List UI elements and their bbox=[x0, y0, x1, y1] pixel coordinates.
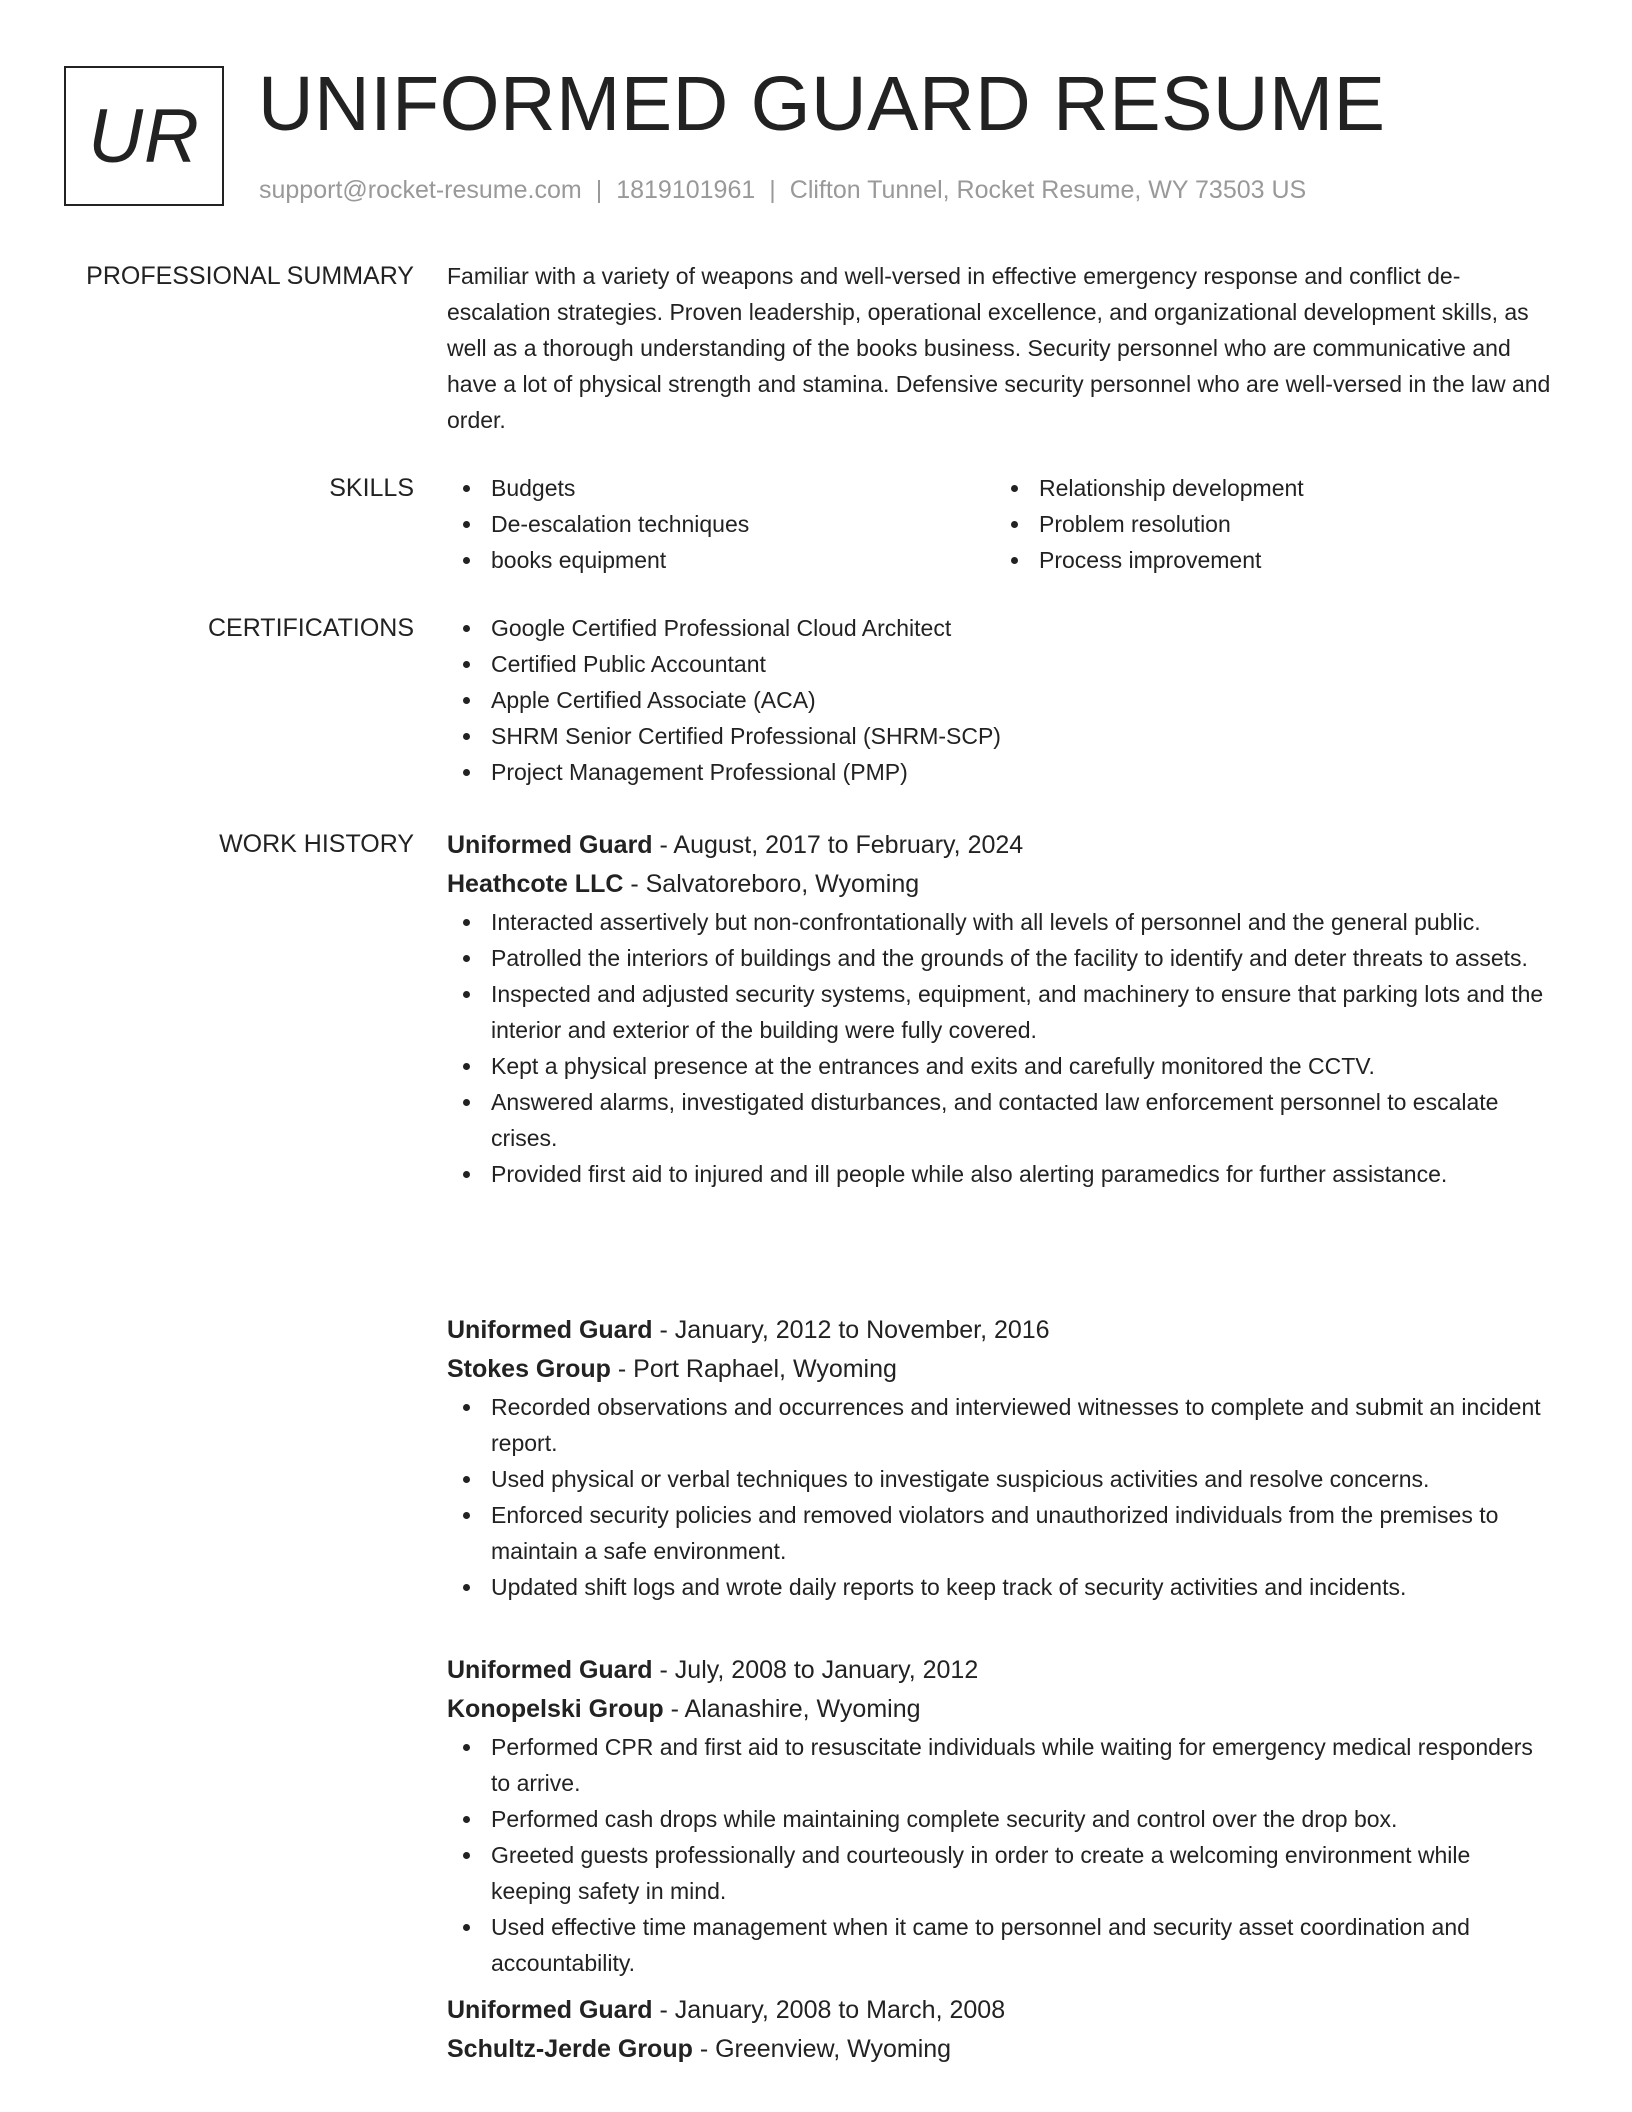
job-entry bbox=[447, 1651, 1557, 1981]
list-item: Greeted guests professionally and courteously in order to create a welcoming environment while keeping safety in mind. bbox=[447, 1837, 1557, 1909]
list-item: Certified Public Accountant bbox=[447, 646, 1557, 682]
job-dates: - January, 2012 to November, 2016 bbox=[652, 1316, 1050, 1344]
list-item: Recorded observations and occurrences and interviewed witnesses to complete and submit an incident report. bbox=[447, 1389, 1557, 1461]
list-item: Process improvement bbox=[995, 542, 1543, 578]
job-company-line bbox=[447, 1690, 1557, 1729]
certifications-heading: CERTIFICATIONS bbox=[207, 614, 414, 642]
job-location: - Greenview, Wyoming bbox=[692, 2035, 952, 2063]
job-title-line bbox=[447, 1311, 1557, 1350]
list-item: Performed cash drops while maintaining complete security and control over the drop box. bbox=[447, 1801, 1557, 1837]
job-company: Heathcote LLC bbox=[447, 870, 624, 898]
job-title: Uniformed Guard bbox=[447, 831, 653, 859]
job-dates: - July, 2008 to January, 2012 bbox=[652, 1656, 979, 1684]
resume-title: UNIFORMED GUARD RESUME bbox=[258, 61, 1386, 147]
job-title: Uniformed Guard bbox=[447, 1316, 653, 1344]
skills-body bbox=[447, 470, 1557, 578]
list-item: Performed CPR and first aid to resuscitate individuals while waiting for emergency medical responders to arrive. bbox=[447, 1729, 1557, 1801]
job-company: Schultz-Jerde Group bbox=[447, 2035, 693, 2063]
job-company: Stokes Group bbox=[447, 1355, 611, 1383]
list-item: Relationship development bbox=[995, 470, 1543, 506]
skills-heading: SKILLS bbox=[329, 474, 414, 502]
job-entry bbox=[447, 826, 1557, 1192]
job-title-line bbox=[447, 826, 1557, 865]
certifications-list bbox=[447, 610, 1557, 790]
job-duties-list bbox=[447, 904, 1557, 1192]
job-dates: - August, 2017 to February, 2024 bbox=[652, 831, 1024, 859]
skills-list-right bbox=[995, 470, 1543, 578]
summary-text: Familiar with a variety of weapons and well-versed in effective emergency response and conflict de-escalation strategies. Proven leadership, operational excellence, and organizational development skills, as well as a thorough understanding of the books business. Security personnel who are communicative and have a lot of physical strength and stamina. Defensive security personnel who are well-versed in the law and order. bbox=[447, 263, 1551, 433]
monogram-badge bbox=[64, 66, 224, 206]
job-location: - Alanashire, Wyoming bbox=[663, 1695, 921, 1723]
list-item: Answered alarms, investigated disturbances, and contacted law enforcement personnel to escalate crises. bbox=[447, 1084, 1557, 1156]
skills-list-left bbox=[447, 470, 995, 578]
contact-address: Clifton Tunnel, Rocket Resume, WY 73503 US bbox=[789, 176, 1307, 204]
job-title: Uniformed Guard bbox=[447, 1656, 653, 1684]
list-item: Inspected and adjusted security systems, equipment, and machinery to ensure that parking lots and the interior and exterior of the building were fully covered. bbox=[447, 976, 1557, 1048]
list-item: Updated shift logs and wrote daily reports to keep track of security activities and incidents. bbox=[447, 1569, 1557, 1605]
job-company-line bbox=[447, 2030, 1557, 2069]
job-company-line bbox=[447, 1350, 1557, 1389]
contact-email[interactable]: support@rocket-resume.com bbox=[259, 176, 582, 204]
list-item: Used effective time management when it came to personnel and security asset coordination and accountability. bbox=[447, 1909, 1557, 1981]
job-location: - Port Raphael, Wyoming bbox=[610, 1355, 897, 1383]
list-item: Project Management Professional (PMP) bbox=[447, 754, 1557, 790]
list-item: De-escalation techniques bbox=[447, 506, 995, 542]
job-dates: - January, 2008 to March, 2008 bbox=[652, 1996, 1006, 2024]
certifications-body bbox=[447, 610, 1557, 790]
list-item: Kept a physical presence at the entrances and exits and carefully monitored the CCTV. bbox=[447, 1048, 1557, 1084]
contact-phone[interactable]: 1819101961 bbox=[616, 176, 756, 204]
list-item: Apple Certified Associate (ACA) bbox=[447, 682, 1557, 718]
list-item: Interacted assertively but non-confrontationally with all levels of personnel and the general public. bbox=[447, 904, 1557, 940]
job-title-line bbox=[447, 1651, 1557, 1690]
job-title-line bbox=[447, 1991, 1557, 2030]
list-item: Enforced security policies and removed violators and unauthorized individuals from the premises to maintain a safe environment. bbox=[447, 1497, 1557, 1569]
list-item: SHRM Senior Certified Professional (SHRM-SCP) bbox=[447, 718, 1557, 754]
job-entry bbox=[447, 1991, 1557, 2069]
summary-body bbox=[447, 258, 1557, 438]
job-company: Konopelski Group bbox=[447, 1695, 664, 1723]
list-item: Used physical or verbal techniques to investigate suspicious activities and resolve concerns. bbox=[447, 1461, 1557, 1497]
summary-heading: PROFESSIONAL SUMMARY bbox=[86, 262, 414, 290]
list-item: Budgets bbox=[447, 470, 995, 506]
job-entry bbox=[447, 1311, 1557, 1605]
list-item: books equipment bbox=[447, 542, 995, 578]
list-item: Problem resolution bbox=[995, 506, 1543, 542]
work-history-heading: WORK HISTORY bbox=[219, 830, 414, 858]
list-item: Provided first aid to injured and ill people while also alerting paramedics for further assistance. bbox=[447, 1156, 1557, 1192]
job-duties-list bbox=[447, 1729, 1557, 1981]
job-duties-list bbox=[447, 1389, 1557, 1605]
list-item: Patrolled the interiors of buildings and the grounds of the facility to identify and deter threats to assets. bbox=[447, 940, 1557, 976]
job-title: Uniformed Guard bbox=[447, 1996, 653, 2024]
contact-line bbox=[259, 174, 1306, 206]
monogram-initials: UR bbox=[88, 93, 200, 179]
job-location: - Salvatoreboro, Wyoming bbox=[623, 870, 920, 898]
contact-separator: | bbox=[769, 176, 776, 204]
job-company-line bbox=[447, 865, 1557, 904]
contact-separator: | bbox=[595, 176, 603, 204]
list-item: Google Certified Professional Cloud Architect bbox=[447, 610, 1557, 646]
